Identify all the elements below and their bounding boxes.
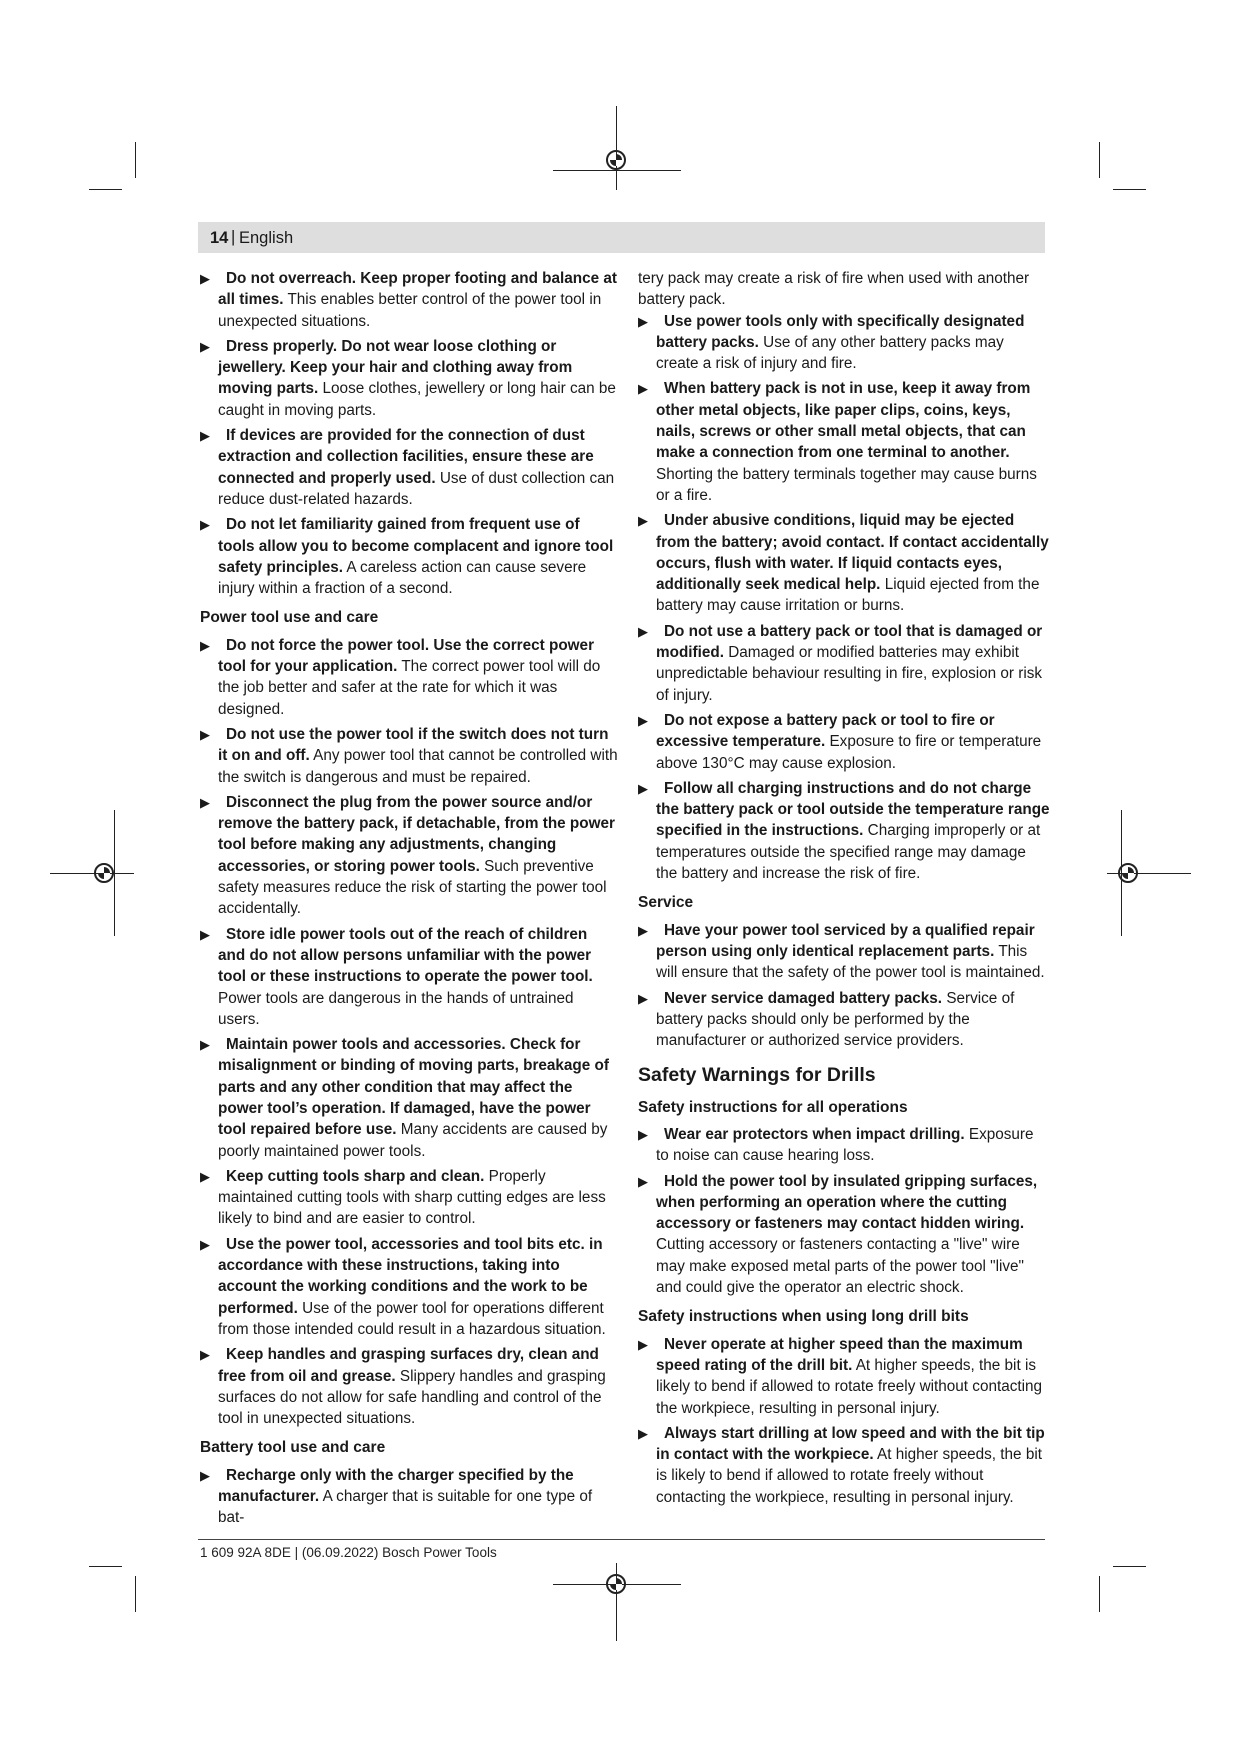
bullet-arrow-icon: ▶ — [200, 794, 210, 810]
registration-line — [50, 873, 134, 874]
registration-target-icon — [1118, 863, 1138, 883]
safety-item: ▶ Never service damaged battery packs. Service of battery packs should only be performed by the manufacturer or authorized service providers. — [638, 989, 1015, 1050]
bullet-arrow-icon: ▶ — [200, 1467, 210, 1483]
safety-item: ▶ Hold the power tool by insulated gripping surfaces, when performing an operation where the cutting accessory or fasteners may contact hidden wiring. Cutting accessory or fasteners contacting a "live" wire may make exposed metal parts of the power tool "live" and could give the operator an electric shock. — [638, 1172, 1038, 1297]
bullet-arrow-icon: ▶ — [200, 1168, 210, 1184]
page-footer: 1 609 92A 8DE | (06.09.2022) Bosch Power Tools — [200, 1545, 497, 1560]
crop-mark — [1113, 189, 1146, 190]
bullet-arrow-icon: ▶ — [638, 513, 648, 529]
bullet-arrow-icon: ▶ — [200, 428, 210, 444]
page-number: 14 — [210, 229, 229, 247]
registration-target-icon — [94, 863, 114, 883]
safety-item: ▶ Store idle power tools out of the reach of children and do not allow persons unfamiliar with the power tool or these instructions to operate the power tool. Power tools are dangerous in the hands of untrained users. — [200, 925, 593, 1028]
safety-item: ▶ Maintain power tools and accessories. Check for misalignment or binding of moving parts, breakage of parts and any other condition that may affect the power tool’s operation. If damaged, have the power tool repaired before use. Many accidents are caused by poorly maintained power tools. — [200, 1036, 609, 1160]
safety-item: ▶ Under abusive conditions, liquid may be ejected from the battery; avoid contact. If contact accidentally occurs, flush with water. If liquid contacts eyes, additionally seek medical help. Liquid ejected from the battery may cause irritation or burns. — [638, 512, 1049, 615]
right-column — [638, 268, 1050, 1512]
continued-text: tery pack may create a risk of fire when used with another battery pack. — [638, 270, 1030, 309]
safety-item: ▶ Disconnect the plug from the power source and/or remove the battery pack, if detachable, from the power tool before making any adjustments, changing accessories, or storing power tools. Such preventive safety measures reduce the risk of starting the power tool accidentally. — [200, 793, 615, 918]
header-separator: | — [231, 228, 236, 246]
registration-target-icon — [606, 150, 626, 170]
bullet-arrow-icon: ▶ — [638, 1126, 648, 1142]
subheading-all-operations: Safety instructions for all operations — [638, 1098, 908, 1116]
bullet-arrow-icon: ▶ — [638, 1425, 648, 1441]
bullet-arrow-icon: ▶ — [638, 780, 648, 796]
left-column — [200, 268, 618, 1533]
bullet-arrow-icon: ▶ — [638, 922, 648, 938]
page-header — [198, 222, 1045, 253]
crop-mark — [89, 1566, 122, 1567]
safety-item: ▶ Follow all charging instructions and do not charge the battery pack or tool outside the temperature range specified in the instructions. Charging improperly or at temperatures outside the specified range may damage the battery and increase the risk of fire. — [638, 779, 1050, 883]
subheading-battery: Battery tool use and care — [200, 1439, 386, 1457]
subheading-long-drill-bits: Safety instructions when using long drill bits — [638, 1308, 969, 1326]
safety-item: ▶ Use power tools only with specifically designated battery packs. Use of any other battery packs may create a risk of injury and fire. — [638, 312, 1025, 373]
registration-line — [553, 170, 681, 171]
safety-item: ▶ If devices are provided for the connection of dust extraction and collection facilities, ensure these are connected and properly used. Use of dust collection can reduce dust-related hazards. — [200, 427, 615, 508]
registration-line — [114, 810, 115, 936]
bullet-arrow-icon: ▶ — [200, 1236, 210, 1252]
subheading-service: Service — [638, 894, 694, 912]
footer-rule — [198, 1539, 1045, 1540]
crop-mark — [135, 1576, 136, 1612]
bullet-arrow-icon: ▶ — [638, 990, 648, 1006]
bullet-arrow-icon: ▶ — [200, 926, 210, 942]
safety-item: ▶ Do not force the power tool. Use the correct power tool for your application. The correct power tool will do the job better and safer at the rate for which it was designed. — [200, 636, 601, 718]
safety-item: ▶ When battery pack is not in use, keep it away from other metal objects, like paper clips, coins, keys, nails, screws or other small metal objects, that can make a connection from one terminal to another. Shorting the battery terminals together may cause burns or a fire. — [638, 380, 1037, 504]
registration-target-icon — [606, 1574, 626, 1594]
bullet-arrow-icon: ▶ — [638, 313, 648, 329]
safety-item: ▶ Have your power tool serviced by a qualified repair person using only identical replacement parts. This will ensure that the safety of the power tool is maintained. — [638, 921, 1045, 982]
bullet-arrow-icon: ▶ — [200, 726, 210, 742]
safety-item: ▶ Always start drilling at low speed and with the bit tip in contact with the workpiece. At higher speeds, the bit is likely to bend if allowed to rotate freely without contacting the workpiece, resulting in personal injury. — [638, 1424, 1045, 1506]
bullet-arrow-icon: ▶ — [638, 381, 648, 397]
crop-mark — [1099, 1576, 1100, 1612]
safety-item: ▶ Use the power tool, accessories and tool bits etc. in accordance with these instructions, taking into account the working conditions and the work to be performed. Use of the power tool for operations different from those intended could result in a hazardous situation. — [200, 1235, 606, 1338]
bullet-arrow-icon: ▶ — [200, 1347, 210, 1363]
bullet-arrow-icon: ▶ — [638, 623, 648, 639]
safety-item: ▶ Keep handles and grasping surfaces dry, clean and free from oil and grease. Slippery handles and grasping surfaces do not allow for safe handling and control of the tool in unexpected situations. — [200, 1346, 606, 1428]
safety-item: ▶ Do not let familiarity gained from frequent use of tools allow you to become complacent and ignore tool safety principles. A careless action can cause severe injury within a fraction of a second. — [200, 516, 614, 598]
bullet-arrow-icon: ▶ — [200, 1037, 210, 1053]
safety-item: ▶ Wear ear protectors when impact drilling. Exposure to noise can cause hearing loss. — [638, 1125, 1034, 1165]
bullet-arrow-icon: ▶ — [638, 1336, 648, 1352]
safety-item: ▶ Dress properly. Do not wear loose clothing or jewellery. Keep your hair and clothing away from moving parts. Loose clothes, jewellery or long hair can be caught in moving parts. — [200, 337, 616, 419]
bullet-arrow-icon: ▶ — [200, 517, 210, 533]
safety-item: ▶ Do not use a battery pack or tool that is damaged or modified. Damaged or modified batteries may exhibit unpredictable behaviour resulting in fire, explosion or risk of injury. — [638, 622, 1043, 704]
bullet-arrow-icon: ▶ — [638, 1173, 648, 1189]
safety-item: ▶ Do not overreach. Keep proper footing and balance at all times. This enables better control of the power tool in unexpected situations. — [200, 270, 617, 330]
crop-mark — [1113, 1566, 1146, 1567]
safety-item: ▶ Do not use the power tool if the switch does not turn it on and off. Any power tool that cannot be controlled with the switch is dangerous and must be repaired. — [200, 725, 618, 786]
crop-mark — [89, 189, 122, 190]
subheading-power-tool-use: Power tool use and care — [200, 609, 379, 627]
registration-line — [616, 106, 617, 190]
safety-item: ▶ Recharge only with the charger specified by the manufacturer. A charger that is suitable for one type of bat- — [200, 1466, 593, 1527]
bullet-arrow-icon: ▶ — [200, 637, 210, 653]
bullet-arrow-icon: ▶ — [200, 271, 210, 286]
safety-item: ▶ Never operate at higher speed than the maximum speed rating of the drill bit. At higher speeds, the bit is likely to bend if allowed to rotate freely without contacting the workpiece, resulting in personal injury. — [638, 1335, 1043, 1417]
crop-mark — [135, 142, 136, 178]
crop-mark — [1099, 142, 1100, 178]
safety-item: ▶ Keep cutting tools sharp and clean. Properly maintained cutting tools with sharp cutting edges are less likely to bind and are easier to control. — [200, 1167, 606, 1228]
bullet-arrow-icon: ▶ — [200, 338, 210, 354]
header-language: English — [239, 229, 294, 247]
section-title: Safety Warnings for Drills — [638, 1064, 876, 1087]
safety-item: ▶ Do not expose a battery pack or tool to fire or excessive temperature. Exposure to fire or temperature above 130°C may cause explosion. — [638, 711, 1042, 772]
bullet-arrow-icon: ▶ — [638, 712, 648, 728]
